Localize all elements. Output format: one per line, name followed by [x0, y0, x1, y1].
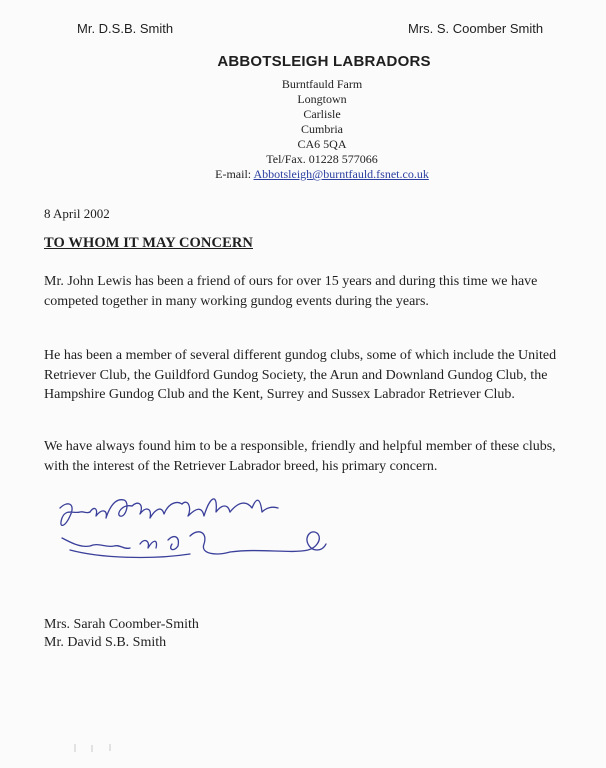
paragraph-2: He has been a member of several different gundog clubs, some of which include the United Retriever Club, the Guildford Gundog Society, the Arun and Downland Gundog Club, the Hampshire Gundog Club and the Kent, Surrey and Sussex Labrador Retriever Club.: [44, 348, 557, 402]
address-block: [0, 77, 606, 182]
salutation: TO WHOM IT MAY CONCERN: [44, 235, 253, 251]
signatory-2: Mr. David S.B. Smith: [44, 635, 167, 650]
paragraph-1: Mr. John Lewis has been a friend of ours for over 15 years and during this time we have competed together in many working gundog events during the years.: [44, 274, 538, 309]
address-line: Burntfauld Farm: [281, 77, 363, 91]
email-link[interactable]: Abbotsleigh@burntfauld.fsnet.co.uk: [253, 167, 429, 181]
organization-name: ABBOTSLEIGH LABRADORS: [217, 53, 431, 70]
address-line: Cumbria: [301, 122, 343, 136]
header-right-name: Mrs. S. Coomber Smith: [408, 21, 544, 36]
paragraph-3: We have always found him to be a responsible, friendly and helpful member of these clubs, with the interest of the Retriever Labrador breed, his primary concern.: [44, 439, 556, 474]
address-line: Carlisle: [303, 107, 341, 121]
email-label: E-mail:: [215, 167, 252, 181]
letter-date: 8 April 2002: [44, 206, 110, 221]
address-line: Longtown: [297, 92, 347, 106]
header-left-name: Mr. D.S.B. Smith: [77, 21, 174, 36]
handwritten-signature: [40, 478, 330, 578]
scan-smudge: [70, 742, 130, 754]
signatory-1: Mrs. Sarah Coomber-Smith: [44, 617, 199, 632]
email-line: [38, 167, 606, 182]
address-line: Tel/Fax. 01228 577066: [266, 152, 378, 166]
address-line: CA6 5QA: [297, 137, 347, 151]
